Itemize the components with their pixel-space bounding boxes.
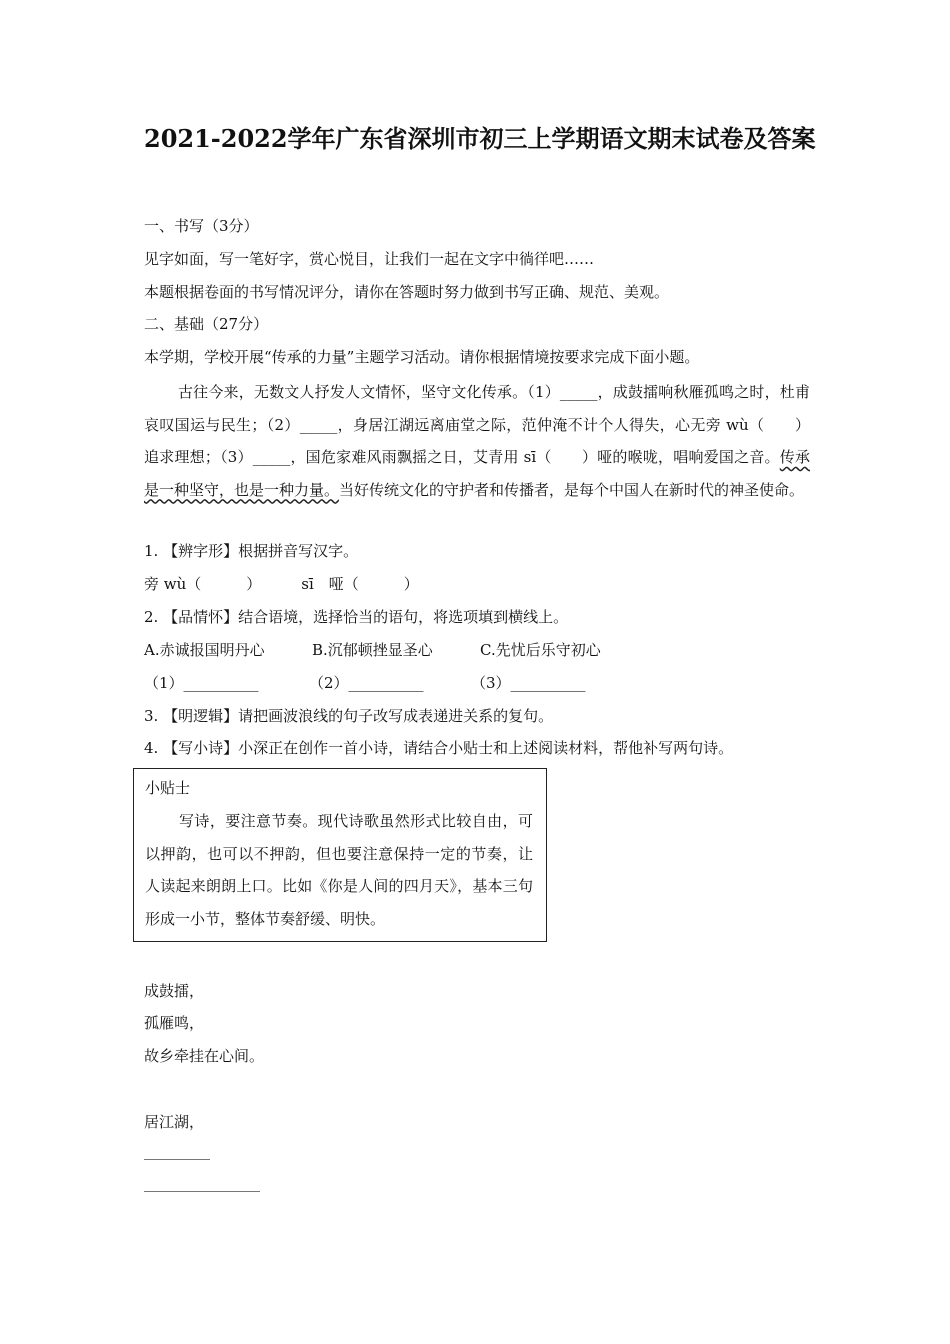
tips-body: 写诗，要注意节奏。现代诗歌虽然形式比较自由，可以押韵，也可以不押韵，但也要注意保持一定的节奏，让人读起来朗朗上口。比如《你是人间的四月天》，基本三句形成一小节，整体节奏舒缓、明快。 xyxy=(145,812,533,928)
document-title: 2021-2022学年广东省深圳市初三上学期语文期末试卷及答案 xyxy=(144,124,816,153)
poem-stanza-2-line-1: 居江湖， xyxy=(144,1113,205,1131)
option-c: C.先忧后乐守初心 xyxy=(480,641,601,659)
question-2: 2. 【品情怀】结合语境，选择恰当的语句，将选项填到横线上。 xyxy=(144,608,569,626)
option-b: B.沉郁顿挫显圣心 xyxy=(312,641,433,659)
question-4: 4. 【写小诗】小深正在创作一首小诗，请结合小贴士和上述阅读材料，帮他补写两句诗。 xyxy=(144,739,734,757)
answer-blank-1: （1）__________ xyxy=(144,674,259,692)
section-1-text-2: 本题根据卷面的书写情况评分，请你在答题时努力做到书写正确、规范、美观。 xyxy=(144,283,670,301)
question-2-options xyxy=(144,640,601,660)
question-3: 3. 【明逻辑】请把画波浪线的句子改写成表递进关系的复句。 xyxy=(144,707,554,725)
option-a: A.赤诚报国明丹心 xyxy=(144,641,265,659)
poem-answer-line-1 xyxy=(144,1159,210,1160)
question-2-blanks xyxy=(144,673,586,693)
wavy-underlined-sentence: 传承是一种坚守，也是一种力量。 xyxy=(144,448,810,499)
tips-box xyxy=(133,768,547,942)
section-1-heading: 一、书写（3分） xyxy=(144,217,259,235)
passage-text-2: 当好传统文化的守护者和传播者，是每个中国人在新时代的神圣使命。 xyxy=(339,480,805,499)
question-1: 1. 【辨字形】根据拼音写汉字。 xyxy=(144,542,359,560)
poem-line-3: 故乡牵挂在心间。 xyxy=(144,1047,265,1065)
section-1-text-1: 见字如面，写一笔好字，赏心悦目，让我们一起在文字中徜徉吧…… xyxy=(144,250,595,268)
poem-line-1: 成鼓擂， xyxy=(144,982,205,1000)
section-2-heading: 二、基础（27分） xyxy=(144,315,269,333)
answer-blank-2: （2）__________ xyxy=(309,674,424,692)
tips-title: 小贴士 xyxy=(145,779,191,797)
section-2-intro: 本学期，学校开展“传承的力量”主题学习活动。请你根据情境按要求完成下面小题。 xyxy=(144,348,700,366)
reading-passage xyxy=(144,376,810,506)
question-1-item-si: sī 哑（ ） xyxy=(301,575,419,593)
question-1-item-wu: 旁 wù（ ） xyxy=(144,575,262,593)
answer-blank-3: （3）__________ xyxy=(471,674,586,692)
poem-answer-line-2 xyxy=(144,1191,260,1192)
poem-line-2: 孤雁鸣， xyxy=(144,1014,205,1032)
question-1-items xyxy=(144,574,419,594)
passage-text-1: 古往今来，无数文人抒发人文情怀，坚守文化传承。（1）_____，成鼓擂响秋雁孤鸣之时，杜甫哀叹国运与民生；（2）_____，身居江湖远离庙堂之际，范仲淹不计个人得失，心无旁 wù（ ）追求理想；（3）_____，国危家难风雨飘摇之日，艾青用 sī（ ）哑的喉咙，唱响爱国之音。 xyxy=(144,383,810,466)
